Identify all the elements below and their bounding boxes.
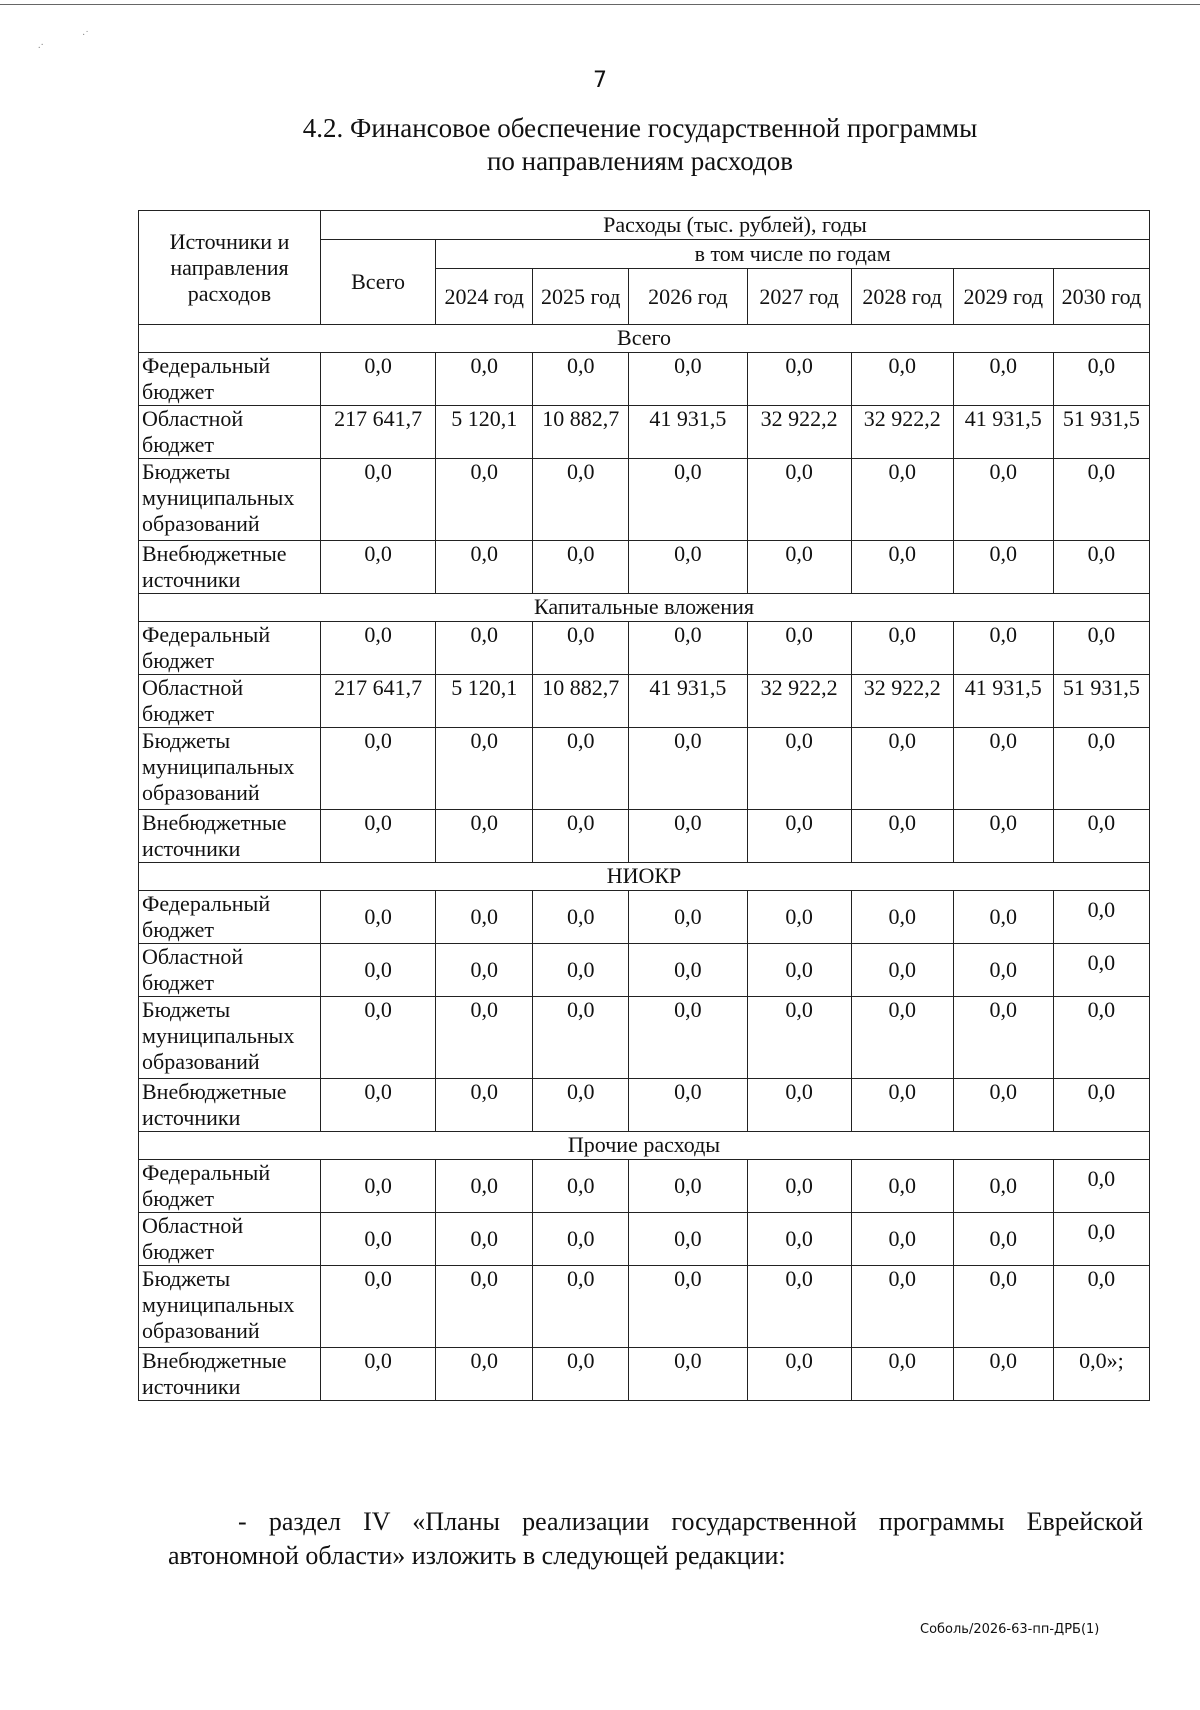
cell-value: 0,0: [851, 1079, 953, 1132]
table-row: [139, 353, 1150, 406]
cell-value: 0,0: [436, 810, 533, 863]
cell-value: 0,0: [533, 944, 629, 997]
cell-value: 0,0: [953, 1213, 1053, 1266]
cell-value: 0,0: [851, 891, 953, 944]
cell-value: 0,0: [747, 891, 851, 944]
cell-value: 0,0: [747, 459, 851, 541]
cell-value: 0,0: [629, 353, 747, 406]
scan-speck: ·˙: [82, 30, 89, 41]
cell-total: 0,0: [320, 728, 435, 810]
cell-value: 0,0: [436, 1348, 533, 1401]
cell-value: 0,0: [533, 728, 629, 810]
cell-value: 0,0: [747, 728, 851, 810]
cell-total: 0,0: [320, 459, 435, 541]
cell-value: 0,0: [533, 353, 629, 406]
cell-value: 0,0: [629, 622, 747, 675]
table-row: [139, 891, 1150, 944]
table-row: [139, 728, 1150, 810]
cell-value: 0,0: [953, 1079, 1053, 1132]
cell-value: 0,0: [436, 1213, 533, 1266]
header-year: 2024 год: [436, 269, 533, 325]
cell-total: 0,0: [320, 1266, 435, 1348]
cell-total: 0,0: [320, 1079, 435, 1132]
cell-value: 0,0: [851, 944, 953, 997]
table-row: [139, 997, 1150, 1079]
cell-value: 0,0: [1053, 353, 1149, 406]
cell-value: 41 931,5: [953, 675, 1053, 728]
cell-value: 0,0: [629, 459, 747, 541]
table-row: [139, 1213, 1150, 1266]
table-row: [139, 622, 1150, 675]
cell-value: 0,0: [953, 1160, 1053, 1213]
cell-value: 0,0: [747, 353, 851, 406]
body-paragraph: - раздел IV «Планы реализации государственной программы Еврейской автономной области» изложить в следующей редакции:: [168, 1507, 1143, 1570]
row-label: Областной бюджет: [139, 944, 321, 997]
cell-value: 0,0: [629, 1266, 747, 1348]
cell-value: 0,0: [747, 622, 851, 675]
table-row: [139, 1348, 1150, 1401]
scan-top-edge: [0, 4, 1200, 5]
cell-value: 0,0: [436, 944, 533, 997]
row-label: Бюджеты муниципальных образований: [139, 1266, 321, 1348]
cell-value: 10 882,7: [533, 406, 629, 459]
cell-value: 0,0: [533, 1348, 629, 1401]
scan-speck: .·: [38, 40, 44, 51]
cell-value: 0,0: [436, 353, 533, 406]
cell-value: 0,0: [1053, 1079, 1149, 1132]
row-label: Внебюджетные источники: [139, 1348, 321, 1401]
cell-value: 0,0: [629, 1079, 747, 1132]
header-year: 2027 год: [747, 269, 851, 325]
cell-value: 0,0: [851, 622, 953, 675]
cell-value: 0,0: [533, 1266, 629, 1348]
cell-value: 0,0: [747, 1213, 851, 1266]
table-row: [139, 1079, 1150, 1132]
cell-value: 0,0: [747, 1079, 851, 1132]
page-number: 7: [593, 68, 607, 93]
row-label: Областной бюджет: [139, 675, 321, 728]
table-row: [139, 541, 1150, 594]
cell-value: 0,0: [533, 810, 629, 863]
section-header: Прочие расходы: [139, 1132, 1150, 1160]
table-row: [139, 810, 1150, 863]
row-label: Бюджеты муниципальных образований: [139, 997, 321, 1079]
header-year: 2025 год: [533, 269, 629, 325]
cell-value: 0,0: [533, 1213, 629, 1266]
cell-value: 0,0: [436, 997, 533, 1079]
section-title: [140, 112, 1140, 178]
cell-value: 0,0: [436, 891, 533, 944]
table-row: [139, 1266, 1150, 1348]
cell-value: 0,0: [436, 1266, 533, 1348]
header-expenses: Расходы (тыс. рублей), годы: [320, 211, 1149, 240]
row-label: Областной бюджет: [139, 406, 321, 459]
cell-value: 0,0: [953, 622, 1053, 675]
cell-total: 0,0: [320, 1348, 435, 1401]
cell-value: 51 931,5: [1053, 675, 1149, 728]
cell-value: 0,0: [747, 1266, 851, 1348]
row-label: Бюджеты муниципальных образований: [139, 459, 321, 541]
cell-value: 0,0: [533, 459, 629, 541]
cell-value: 0,0: [629, 1213, 747, 1266]
cell-value: 0,0: [747, 997, 851, 1079]
cell-value: 5 120,1: [436, 675, 533, 728]
cell-value: 0,0: [851, 1213, 953, 1266]
section-title-line2: по направлениям расходов: [486, 146, 793, 176]
cell-total: 217 641,7: [320, 406, 435, 459]
section-header: Всего: [139, 325, 1150, 353]
cell-total: 0,0: [320, 353, 435, 406]
cell-value: 0,0: [851, 1348, 953, 1401]
cell-value: 0,0: [533, 891, 629, 944]
cell-value: 0,0: [436, 1079, 533, 1132]
row-label: Внебюджетные источники: [139, 1079, 321, 1132]
cell-value: 0,0: [851, 459, 953, 541]
cell-value: 0,0: [436, 459, 533, 541]
table-row: [139, 944, 1150, 997]
cell-value: 0,0: [533, 622, 629, 675]
cell-value: 0,0: [629, 997, 747, 1079]
cell-value: 0,0: [851, 353, 953, 406]
header-sources: Источники и направления расходов: [139, 211, 321, 325]
header-including-years: в том числе по годам: [436, 240, 1150, 269]
row-label: Федеральный бюджет: [139, 353, 321, 406]
cell-value: 0,0: [436, 1160, 533, 1213]
cell-total: 0,0: [320, 622, 435, 675]
cell-value: 0,0: [436, 622, 533, 675]
cell-value: 0,0: [851, 1160, 953, 1213]
header-total: Всего: [320, 240, 435, 325]
cell-value: 0,0: [953, 353, 1053, 406]
cell-value: 0,0: [436, 728, 533, 810]
cell-total: 0,0: [320, 1160, 435, 1213]
cell-value: 0,0: [1053, 728, 1149, 810]
row-label: Федеральный бюджет: [139, 1160, 321, 1213]
cell-value: 0,0: [1053, 1266, 1149, 1348]
cell-value: 0,0: [851, 1266, 953, 1348]
cell-value: 0,0: [953, 810, 1053, 863]
financing-table: [138, 210, 1150, 1401]
table-row: [139, 406, 1150, 459]
header-year: 2029 год: [953, 269, 1053, 325]
cell-value: 0,0: [436, 541, 533, 594]
cell-value: 0,0: [953, 728, 1053, 810]
cell-value: 0,0: [953, 944, 1053, 997]
header-year: 2028 год: [851, 269, 953, 325]
cell-total: 0,0: [320, 541, 435, 594]
cell-value: 0,0: [533, 1160, 629, 1213]
cell-value: 0,0: [533, 541, 629, 594]
cell-value: 0,0: [851, 728, 953, 810]
cell-value: 0,0: [1053, 541, 1149, 594]
section-header: НИОКР: [139, 863, 1150, 891]
cell-value: 0,0: [533, 997, 629, 1079]
cell-value: 0,0: [1053, 1160, 1149, 1213]
cell-value: 0,0: [747, 810, 851, 863]
cell-total: 0,0: [320, 944, 435, 997]
cell-value: 0,0: [851, 541, 953, 594]
cell-value: 0,0: [533, 1079, 629, 1132]
cell-value: 0,0: [953, 459, 1053, 541]
cell-value: 0,0: [747, 1348, 851, 1401]
cell-value: 0,0: [629, 728, 747, 810]
cell-value: 5 120,1: [436, 406, 533, 459]
cell-value: 0,0: [953, 1266, 1053, 1348]
row-label: Внебюджетные источники: [139, 810, 321, 863]
cell-value: 32 922,2: [747, 675, 851, 728]
row-label: Федеральный бюджет: [139, 891, 321, 944]
cell-value: 0,0: [953, 997, 1053, 1079]
cell-value: 32 922,2: [851, 406, 953, 459]
cell-value: 51 931,5: [1053, 406, 1149, 459]
cell-value: 0,0: [629, 541, 747, 594]
cell-value: 0,0»;: [1053, 1348, 1149, 1401]
section-header: Капитальные вложения: [139, 594, 1150, 622]
cell-value: 0,0: [1053, 459, 1149, 541]
cell-value: 0,0: [629, 891, 747, 944]
cell-value: 0,0: [1053, 1213, 1149, 1266]
row-label: Внебюджетные источники: [139, 541, 321, 594]
header-year: 2026 год: [629, 269, 747, 325]
table-row: [139, 675, 1150, 728]
document-code: Соболь/2026-63-пп-ДРБ(1): [920, 1622, 1100, 1637]
cell-value: 0,0: [1053, 622, 1149, 675]
cell-value: 0,0: [851, 810, 953, 863]
cell-value: 0,0: [629, 810, 747, 863]
cell-total: 0,0: [320, 1213, 435, 1266]
cell-value: 41 931,5: [629, 675, 747, 728]
cell-value: 0,0: [1053, 810, 1149, 863]
section-title-line1: 4.2. Финансовое обеспечение государственной программы: [302, 113, 978, 143]
table-row: [139, 459, 1150, 541]
cell-value: 0,0: [747, 541, 851, 594]
cell-value: 32 922,2: [747, 406, 851, 459]
cell-value: 0,0: [1053, 944, 1149, 997]
cell-total: 217 641,7: [320, 675, 435, 728]
row-label: Бюджеты муниципальных образований: [139, 728, 321, 810]
cell-value: 0,0: [851, 997, 953, 1079]
cell-value: 0,0: [629, 1348, 747, 1401]
cell-value: 0,0: [747, 944, 851, 997]
cell-total: 0,0: [320, 891, 435, 944]
cell-value: 0,0: [953, 541, 1053, 594]
cell-value: 0,0: [953, 891, 1053, 944]
cell-value: 0,0: [953, 1348, 1053, 1401]
cell-value: 32 922,2: [851, 675, 953, 728]
header-year: 2030 год: [1053, 269, 1149, 325]
cell-value: 10 882,7: [533, 675, 629, 728]
cell-value: 0,0: [629, 1160, 747, 1213]
cell-value: 0,0: [629, 944, 747, 997]
cell-value: 0,0: [747, 1160, 851, 1213]
table-row: [139, 1160, 1150, 1213]
row-label: Областной бюджет: [139, 1213, 321, 1266]
cell-value: 0,0: [1053, 997, 1149, 1079]
cell-value: 41 931,5: [953, 406, 1053, 459]
cell-total: 0,0: [320, 810, 435, 863]
cell-value: 0,0: [1053, 891, 1149, 944]
cell-value: 41 931,5: [629, 406, 747, 459]
cell-total: 0,0: [320, 997, 435, 1079]
row-label: Федеральный бюджет: [139, 622, 321, 675]
